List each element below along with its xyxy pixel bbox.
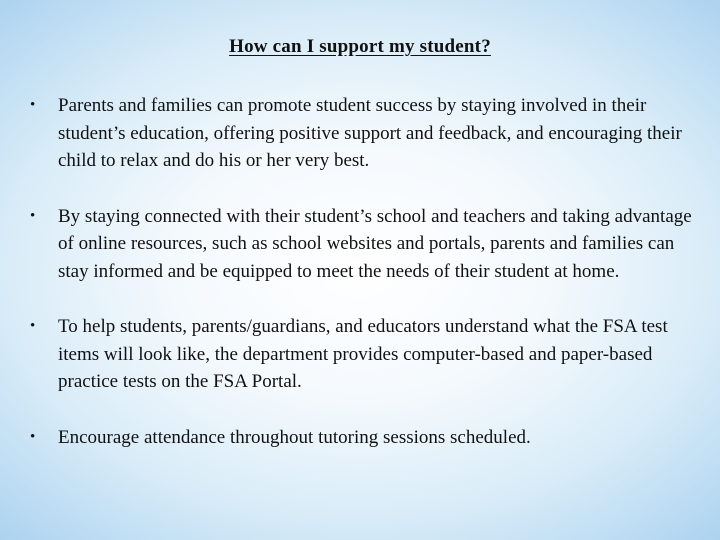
bullet-text: To help students, parents/guardians, and educators understand what the FSA test items will look like, the department provides computer-based and paper-based practice tests on the FSA Portal. [58,316,668,392]
bullet-text: Parents and families can promote student success by staying involved in their student’s education, offering positive support and feedback, and encouraging their child to relax and do his or her very best. [58,95,682,171]
bullet-marker: • [30,97,36,113]
bullet-marker: • [30,428,36,445]
bullet-item [30,203,692,286]
bullet-list [30,92,692,451]
bullet-item [30,313,692,396]
bullet-text: Encourage attendance throughout tutoring sessions scheduled. [58,426,531,448]
bullet-marker: • [30,207,36,224]
bullet-text: By staying connected with their student’s school and teachers and taking advantage of online resources, such as school websites and portals, parents and families can stay informed and be equipped to meet the needs of their student at home. [58,205,692,282]
bullet-item [30,424,692,452]
bullet-item [30,92,692,175]
bullet-marker: • [30,318,36,334]
slide-title: How can I support my student? [229,36,491,57]
